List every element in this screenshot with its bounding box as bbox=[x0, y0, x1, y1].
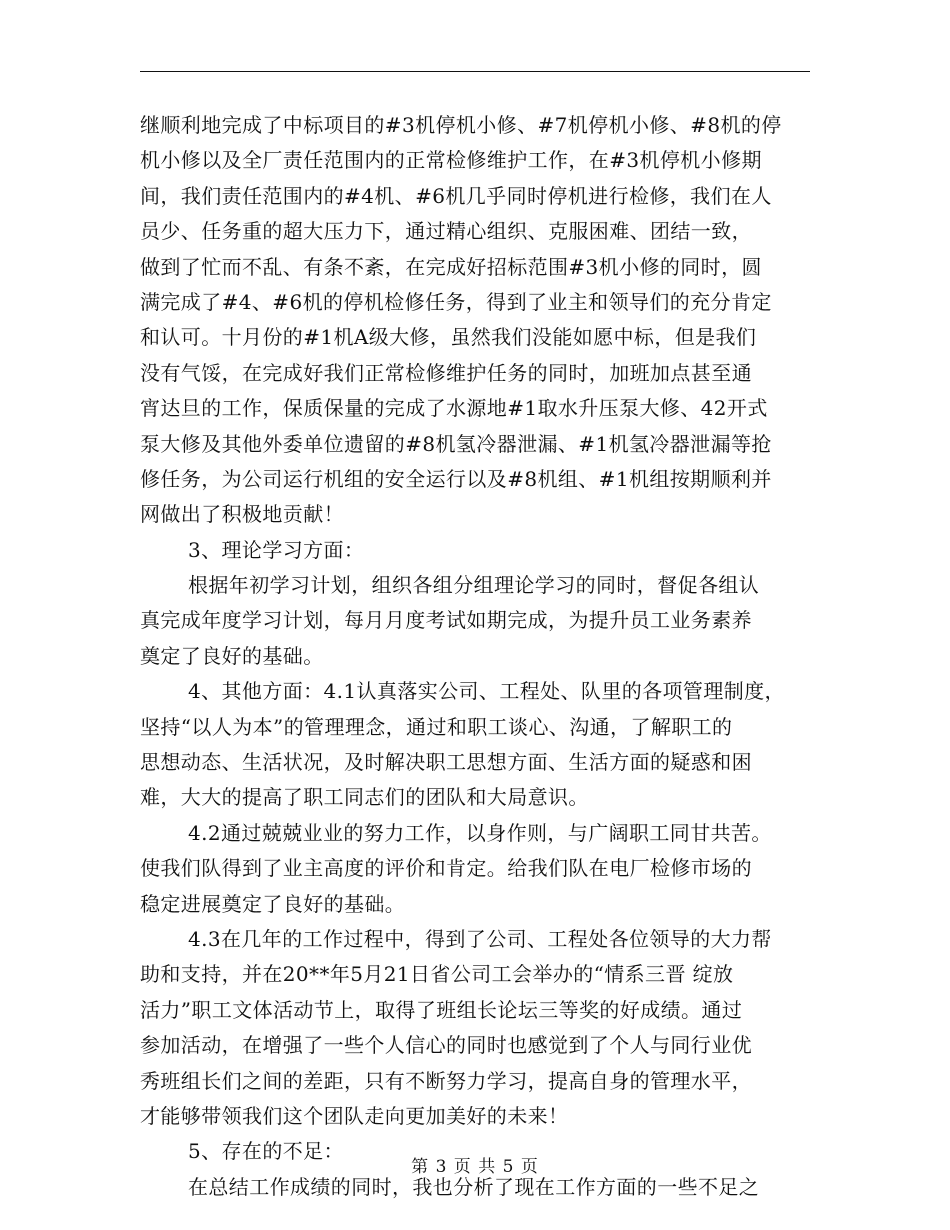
text-line: 满完成了#4、#6机的停机检修任务，得到了业主和领导们的充分肯定 bbox=[140, 289, 772, 314]
text-line: 4.2通过兢兢业业的努力工作，以身作则，与广阔职工同甘共苦。 bbox=[188, 820, 772, 845]
text-line: 修任务，为公司运行机组的安全运行以及#8机组、#1机组按期顺利并 bbox=[140, 466, 772, 491]
text-line: 活力”职工文体活动节上，取得了班组长论坛三等奖的好成绩。通过 bbox=[140, 997, 743, 1022]
text-line: 没有气馁，在完成好我们正常检修维护任务的同时，加班加点甚至通 bbox=[140, 360, 752, 385]
text-line: 参加活动，在增强了一些个人信心的同时也感觉到了个人与同行业优 bbox=[140, 1033, 752, 1058]
page-footer: 第 3 页 共 5 页 bbox=[411, 1157, 539, 1177]
text-line: 间，我们责任范围内的#4机、#6机几乎同时停机进行检修，我们在人 bbox=[140, 183, 772, 208]
text-line: 使我们队得到了业主高度的评价和肯定。给我们队在电厂检修市场的 bbox=[140, 856, 752, 881]
text-line: 在总结工作成绩的同时，我也分析了现在工作方面的一些不足之 bbox=[188, 1174, 760, 1199]
text-line: 员少、任务重的超大压力下，通过精心组织、克服困难、团结一致， bbox=[140, 219, 752, 244]
text-line: 真完成年度学习计划，每月月度考试如期完成，为提升员工业务素养 bbox=[140, 608, 752, 633]
text-line: 坚持“以人为本”的管理理念，通过和职工谈心、沟通，了解职工的 bbox=[140, 714, 733, 739]
text-line: 奠定了良好的基础。 bbox=[140, 643, 324, 668]
text-line: 稳定进展奠定了良好的基础。 bbox=[140, 891, 406, 916]
text-line: 宵达旦的工作，保质保量的完成了水源地#1取水升压泵大修、42开式 bbox=[140, 396, 768, 421]
text-line: 继顺利地完成了中标项目的#3机停机小修、#7机停机小修、#8机的停 bbox=[140, 113, 782, 137]
text-line: 才能够带领我们这个团队走向更加美好的未来！ bbox=[140, 1103, 569, 1128]
header-rule bbox=[140, 71, 810, 72]
text-line: 4.3在几年的工作过程中，得到了公司、工程处各位领导的大力帮 bbox=[188, 926, 772, 951]
text-line: 思想动态、生活状况，及时解决职工思想方面、生活方面的疑惑和困 bbox=[140, 750, 752, 775]
text-line: 网做出了积极地贡献！ bbox=[140, 502, 344, 527]
text-line: 难，大大的提高了职工同志们的团队和大局意识。 bbox=[140, 785, 589, 810]
text-line: 泵大修及其他外委单位遗留的#8机氢冷器泄漏、#1机氢冷器泄漏等抢 bbox=[140, 431, 772, 456]
text-line: 做到了忙而不乱、有条不紊，在完成好招标范围#3机小修的同时，圆 bbox=[140, 254, 762, 279]
text-line: 机小修以及全厂责任范围内的正常检修维护工作，在#3机停机小修期 bbox=[140, 148, 762, 173]
text-line: 秀班组长们之间的差距，只有不断努力学习，提高自身的管理水平， bbox=[140, 1068, 752, 1093]
body-text bbox=[140, 108, 812, 1205]
text-line: 助和支持，并在20**年5月21日省公司工会举办的“情系三晋 绽放 bbox=[140, 962, 734, 987]
text-line: 4、其他方面：4.1认真落实公司、工程处、队里的各项管理制度， bbox=[188, 679, 785, 704]
text-line: 5、存在的不足： bbox=[188, 1139, 344, 1164]
text-line: 和认可。十月份的#1机A级大修，虽然我们没能如愿中标，但是我们 bbox=[140, 325, 757, 350]
text-line: 根据年初学习计划，组织各组分组理论学习的同时，督促各组认 bbox=[188, 573, 760, 598]
text-line: 3、理论学习方面： bbox=[188, 537, 365, 562]
